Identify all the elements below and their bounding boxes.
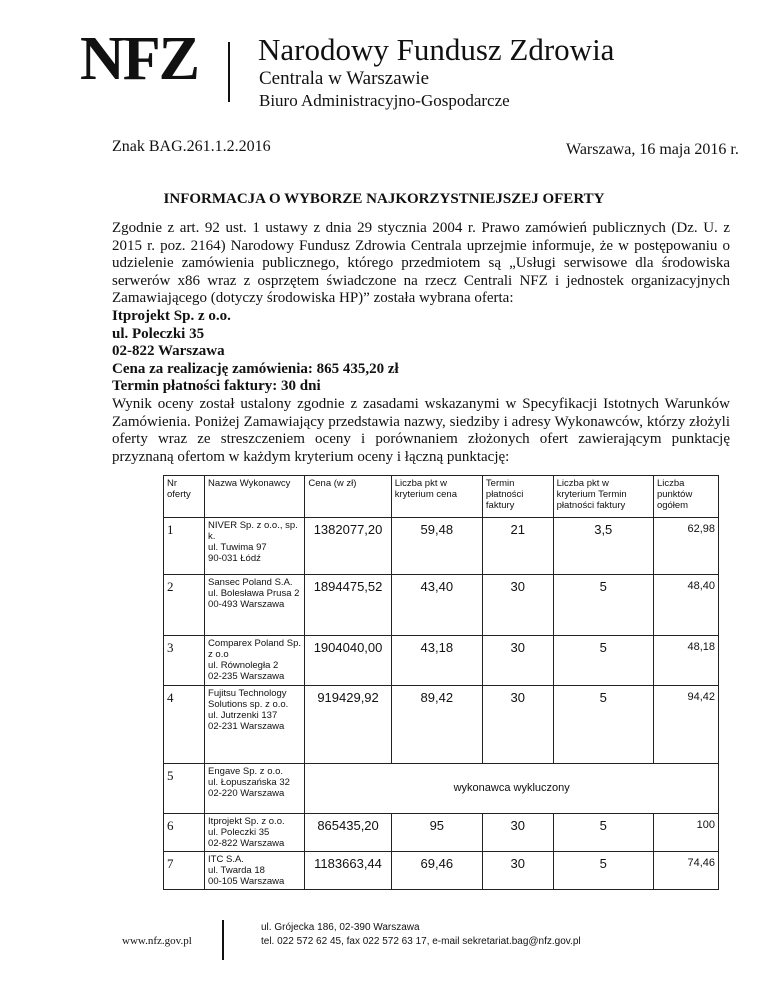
price-points-cell: 43,40 (391, 575, 482, 636)
footer-address: ul. Grójecka 186, 02-390 Warszawa (261, 922, 420, 933)
evaluation-paragraph: Wynik oceny został ustalony zgodnie z zasadami wskazanymi w Specyfikacji Istotnych Warunków Zamówienia. Poniżej Zamawiający przedstawia nazwy, siedziby i adresy Wykonawców, którzy złożyli oferty wraz ze streszczeniem oceny i porównaniem złożonych ofert zawierającym punktację przyznaną ofertom w każdym kryterium oceny i łączną punktację: (112, 395, 730, 465)
nfz-logo: NFZ (80, 25, 198, 93)
org-name: Narodowy Fundusz Zdrowia (258, 32, 615, 67)
body-text (112, 220, 730, 466)
term-cell: 21 (482, 518, 553, 575)
price-line: Cena za realizację zamówienia: 865 435,20 zł (112, 360, 399, 377)
winner-street: ul. Poleczki 35 (112, 325, 205, 342)
org-unit: Centrala w Warszawie (259, 68, 430, 89)
excluded-note: wykonawca wykluczony (305, 764, 719, 814)
footer-phone-email: tel. 022 572 62 45, fax 022 572 63 17, e-mail sekretariat.bag@nfz.gov.pl (261, 936, 581, 947)
contractor-city: 02-235 Warszawa (208, 671, 285, 682)
contractor-cell (205, 636, 305, 686)
price-points-cell: 43,18 (391, 636, 482, 686)
term-points-cell: 3,5 (553, 518, 653, 575)
footer-contact (261, 921, 581, 949)
total-points-cell: 48,18 (653, 636, 718, 686)
contractor-name: NIVER Sp. z o.o., sp. k. (208, 520, 298, 542)
intro-paragraph: Zgodnie z art. 92 ust. 1 ustawy z dnia 29 stycznia 2004 r. Prawo zamówień publicznych (Dz. U. z 2015 r. poz. 2164) Narodowy Fundusz Zdrowia Centrala uprzejmie informuje, że w postępowaniu o udzielenie zamówienia publicznego, którego przedmiotem są „Usługi serwisowe dla środowiska serwerów x86 wraz z osprzętem świadczone na rzecz Centrali NFZ i jednostek organizacyjnych Zamawiającego (dotyczy środowiska HP)” została wybrana oferta: (112, 220, 730, 307)
contractor-city: 02-231 Warszawa (208, 721, 285, 732)
term-cell: 30 (482, 575, 553, 636)
contractor-cell (205, 852, 305, 890)
total-points-cell: 48,40 (653, 575, 718, 636)
term-cell: 30 (482, 686, 553, 764)
footer-website[interactable]: www.nfz.gov.pl (122, 935, 192, 947)
contractor-name: Itprojekt Sp. z o.o. (208, 816, 285, 827)
contractor-city: 02-220 Warszawa (208, 788, 285, 799)
table-row (164, 575, 719, 636)
price-cell: 1183663,44 (305, 852, 391, 890)
winner-name: Itprojekt Sp. z o.o. (112, 307, 231, 324)
header-cell: Cena (w zł) (305, 476, 391, 518)
offer-number: 7 (164, 852, 205, 890)
total-points-cell: 62,98 (653, 518, 718, 575)
term-points-cell: 5 (553, 575, 653, 636)
term-cell: 30 (482, 636, 553, 686)
price-cell: 1382077,20 (305, 518, 391, 575)
contractor-name: ITC S.A. (208, 854, 244, 865)
contractor-name: Sansec Poland S.A. (208, 577, 293, 588)
contractor-street: ul. Równoległa 2 (208, 660, 279, 671)
document-date: Warszawa, 16 maja 2016 r. (566, 141, 739, 158)
org-department: Biuro Administracyjno-Gospodarcze (259, 91, 510, 110)
table-row (164, 814, 719, 852)
table-header-row (164, 476, 719, 518)
offer-number: 5 (164, 764, 205, 814)
contractor-cell (205, 686, 305, 764)
contractor-name: Comparex Poland Sp. z o.o (208, 638, 301, 660)
header-divider (228, 42, 230, 102)
header-cell: Nazwa Wykonawcy (205, 476, 305, 518)
header-cell: Nr oferty (164, 476, 205, 518)
price-points-cell: 69,46 (391, 852, 482, 890)
contractor-street: ul. Łopuszańska 32 (208, 777, 290, 788)
contractor-cell (205, 518, 305, 575)
offer-number: 3 (164, 636, 205, 686)
term-points-cell: 5 (553, 686, 653, 764)
contractor-city: 90-031 Łódź (208, 553, 261, 564)
contractor-cell (205, 575, 305, 636)
offer-number: 1 (164, 518, 205, 575)
contractor-street: ul. Poleczki 35 (208, 827, 270, 838)
table-row (164, 764, 719, 814)
term-cell: 30 (482, 814, 553, 852)
price-cell: 1904040,00 (305, 636, 391, 686)
offers-table (163, 475, 719, 890)
offer-number: 4 (164, 686, 205, 764)
table-row (164, 852, 719, 890)
price-cell: 865435,20 (305, 814, 391, 852)
term-line: Termin płatności faktury: 30 dni (112, 378, 321, 395)
term-cell: 30 (482, 852, 553, 890)
winner-city: 02-822 Warszawa (112, 343, 225, 360)
contractor-street: ul. Bolesława Prusa 2 (208, 588, 300, 599)
contractor-name: Engave Sp. z o.o. (208, 766, 284, 777)
price-cell: 1894475,52 (305, 575, 391, 636)
total-points-cell: 94,42 (653, 686, 718, 764)
total-points-cell: 74,46 (653, 852, 718, 890)
contractor-city: 00-493 Warszawa (208, 599, 285, 610)
offer-number: 2 (164, 575, 205, 636)
header-cell: Liczba punktów ogółem (653, 476, 718, 518)
table-row (164, 636, 719, 686)
reference-number: Znak BAG.261.1.2.2016 (112, 138, 271, 155)
footer-divider (222, 920, 224, 960)
header-cell: Liczba pkt w kryterium cena (391, 476, 482, 518)
contractor-name: Fujitsu Technology Solutions sp. z o.o. (208, 688, 289, 710)
contractor-street: ul. Jutrzenki 137 (208, 710, 278, 721)
document-title: INFORMACJA O WYBORZE NAJKORZYSTNIEJSZEJ OFERTY (163, 191, 605, 207)
header-cell: Termin płatności faktury (482, 476, 553, 518)
term-points-cell: 5 (553, 814, 653, 852)
contractor-cell (205, 764, 305, 814)
total-points-cell: 100 (653, 814, 718, 852)
contractor-city: 00-105 Warszawa (208, 876, 285, 887)
price-cell: 919429,92 (305, 686, 391, 764)
price-points-cell: 89,42 (391, 686, 482, 764)
contractor-street: ul. Tuwima 97 (208, 542, 267, 553)
term-points-cell: 5 (553, 852, 653, 890)
term-points-cell: 5 (553, 636, 653, 686)
contractor-city: 02-822 Warszawa (208, 838, 285, 849)
table-row (164, 518, 719, 575)
offer-number: 6 (164, 814, 205, 852)
table-row (164, 686, 719, 764)
header-cell: Liczba pkt w kryterium Termin płatności faktury (553, 476, 653, 518)
price-points-cell: 59,48 (391, 518, 482, 575)
contractor-street: ul. Twarda 18 (208, 865, 265, 876)
price-points-cell: 95 (391, 814, 482, 852)
contractor-cell (205, 814, 305, 852)
